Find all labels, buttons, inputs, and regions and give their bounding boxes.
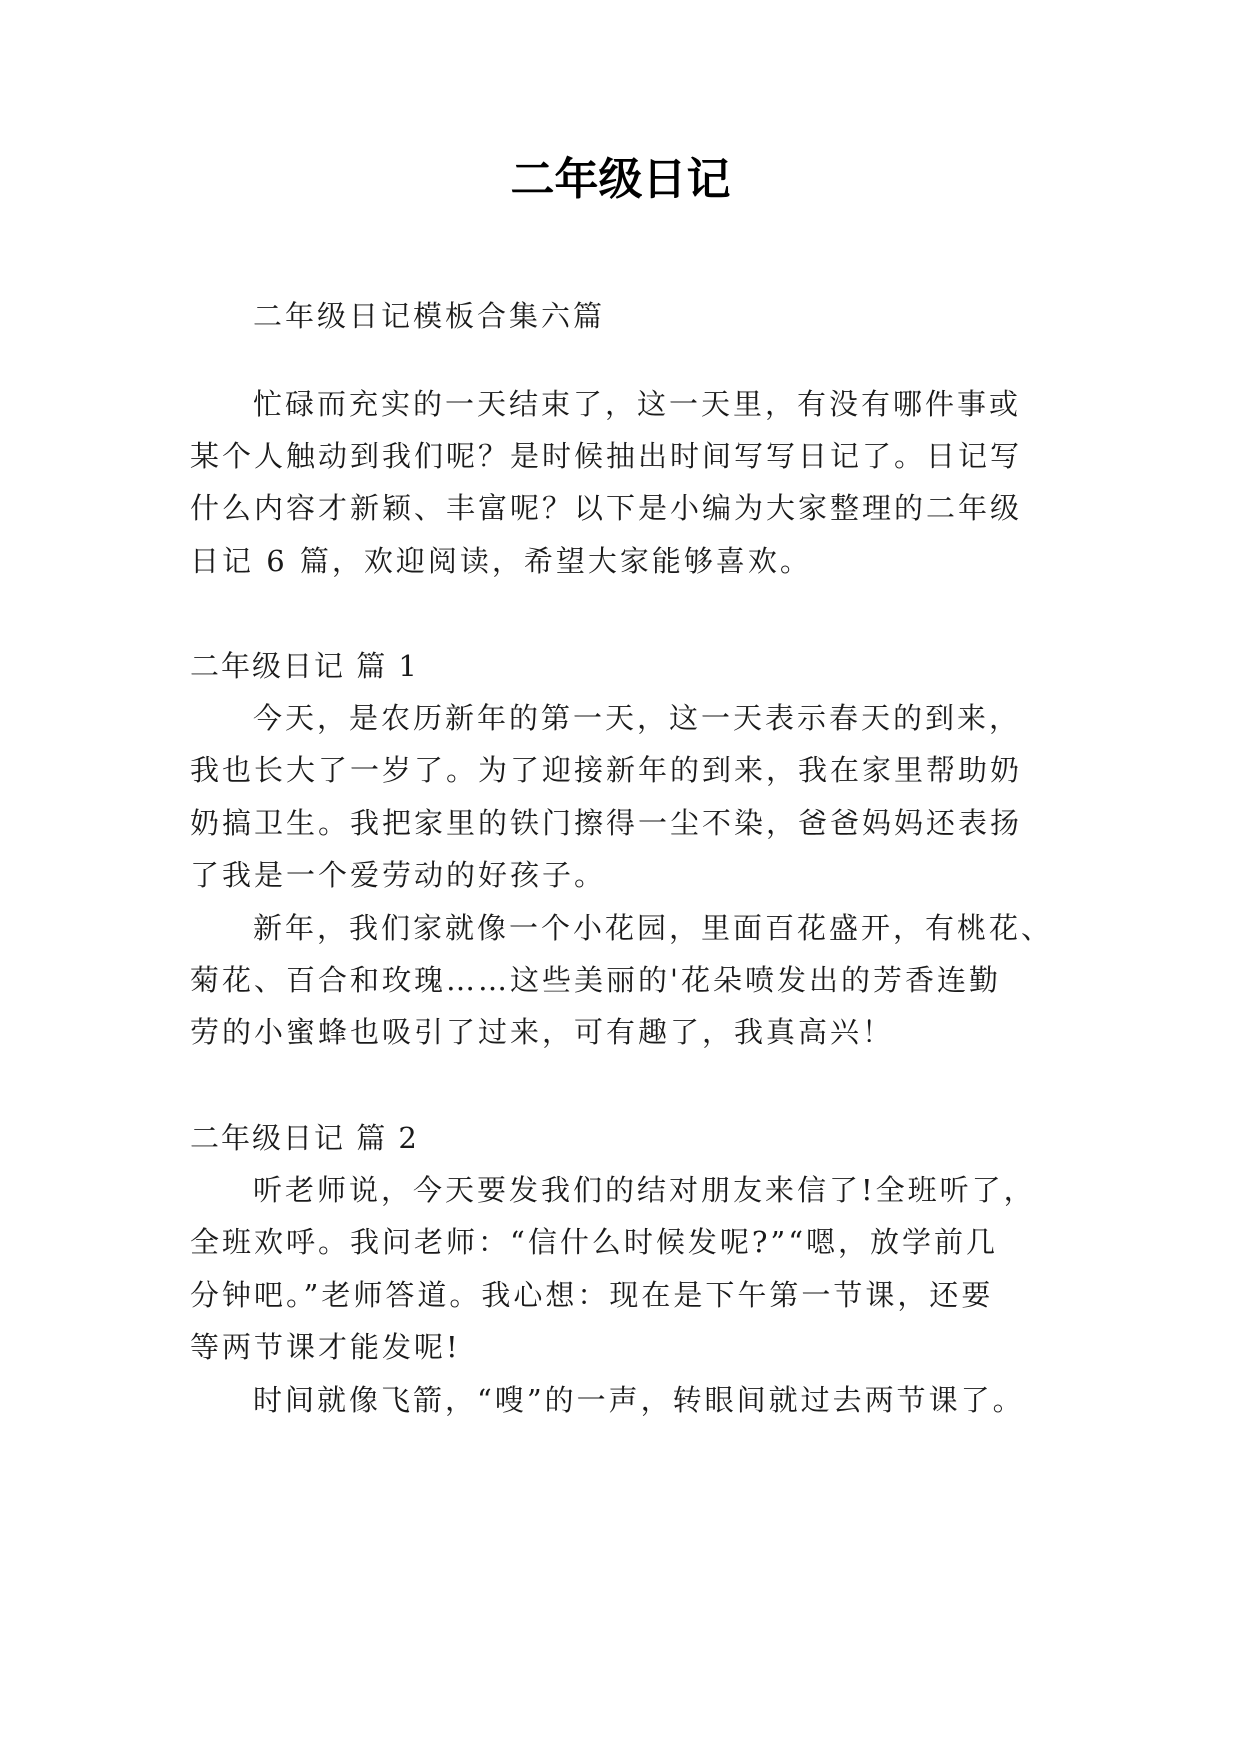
intro-line: 什么内容才新颖、丰富呢？以下是小编为大家整理的二年级 (190, 491, 1023, 525)
section-heading: 二年级日记 篇 2 (190, 1121, 419, 1155)
paragraph-line: 全班欢呼。我问老师：“信什么时候发呢?”“嗯，放学前几 (190, 1225, 999, 1259)
paragraph-line: 我也长大了一岁了。为了迎接新年的到来，我在家里帮助奶 (190, 753, 1023, 787)
document-title: 二年级日记 (510, 154, 731, 205)
document-subtitle: 二年级日记模板合集六篇 (253, 299, 606, 333)
paragraph-line: 今天，是农历新年的第一天，这一天表示春天的到来， (253, 701, 1022, 735)
paragraph-line: 等两节课才能发呢! (190, 1330, 461, 1364)
paragraph-line: 菊花、百合和玫瑰……这些美丽的'花朵喷发出的芳香连勤 (190, 963, 1001, 997)
paragraph-line: 奶搞卫生。我把家里的铁门擦得一尘不染，爸爸妈妈还表扬 (190, 806, 1023, 840)
intro-line: 日记 6 篇，欢迎阅读，希望大家能够喜欢。 (190, 544, 812, 578)
paragraph-line: 听老师说，今天要发我们的结对朋友来信了!全班听了， (253, 1173, 1036, 1207)
intro-line: 某个人触动到我们呢？是时候抽出时间写写日记了。日记写 (190, 439, 1023, 473)
paragraph-line: 分钟吧。”老师答道。我心想：现在是下午第一节课，还要 (190, 1278, 994, 1312)
paragraph-line: 时间就像飞箭，“嗖”的一声，转眼间就过去两节课了。 (253, 1383, 1025, 1417)
section-heading: 二年级日记 篇 1 (190, 649, 419, 683)
intro-line: 忙碌而充实的一天结束了，这一天里，有没有哪件事或 (253, 387, 1022, 421)
paragraph-line: 新年，我们家就像一个小花园，里面百花盛开，有桃花、 (253, 911, 1054, 945)
paragraph-line: 劳的小蜜蜂也吸引了过来，可有趣了，我真高兴！ (190, 1015, 895, 1049)
paragraph-line: 了我是一个爱劳动的好孩子。 (190, 858, 607, 892)
